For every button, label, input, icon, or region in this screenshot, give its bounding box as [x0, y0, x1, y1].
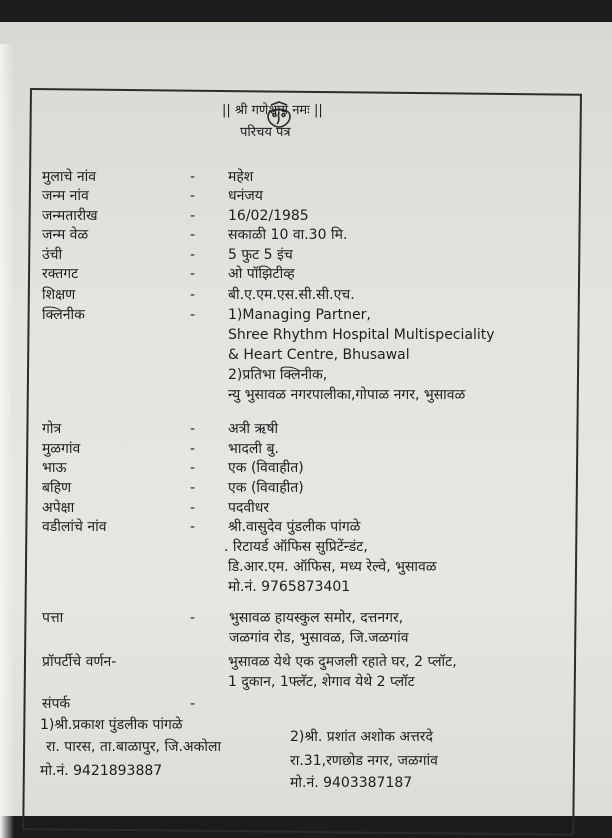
field-value: 2)प्रतिभा क्लिनीक,: [228, 367, 328, 383]
field-separator: -: [190, 421, 196, 437]
field-label: क्लिनीक: [42, 307, 85, 323]
field-separator: -: [190, 307, 196, 323]
field-label: जन्म वेळ: [42, 227, 89, 243]
field-value: 16/02/1985: [228, 208, 309, 224]
field-separator: -: [190, 500, 196, 516]
field-value: भादली बु.: [228, 441, 279, 457]
field-label: उंची: [42, 247, 63, 263]
field-separator: -: [190, 208, 196, 224]
field-separator: -: [190, 247, 196, 263]
contact-person-1: रा. पारस, ता.बाळापुर, जि.अकोला: [46, 739, 222, 755]
field-value: न्यु भुसावळ नगरपालीका,गोपाळ नगर, भुसावळ: [228, 387, 466, 403]
field-value: भुसावळ हायस्कुल समोर, दत्तनगर,: [229, 610, 404, 626]
page-invocation: || श्री गणेशाय नमः ||: [222, 103, 323, 118]
field-value: सकाळी 10 वा.30 मि.: [228, 227, 348, 243]
field-value: धनंजय: [228, 188, 263, 204]
field-separator: -: [190, 227, 196, 243]
contact-person-2: मो.नं. 9403387187: [290, 775, 413, 791]
field-value: एक (विवाहीत): [228, 480, 304, 496]
field-label: भाऊ: [42, 460, 67, 476]
field-value: भुसावळ येथे एक दुमजली रहाते घर, 2 प्लॉट,: [228, 654, 457, 670]
contact-person-2: 2)श्री. प्रशांत अशोक अत्तरदे: [290, 729, 433, 745]
field-separator: -: [190, 480, 196, 496]
field-label: मुलाचे नांव: [42, 169, 97, 185]
field-label: पत्ता: [42, 610, 64, 626]
field-value: 1 दुकान, 1फ्लॅट, शेगाव येथे 2 प्लॉट: [228, 674, 415, 690]
field-value: बी.ए.एम.एस.सी.सी.एच.: [228, 287, 355, 303]
field-separator: -: [190, 287, 196, 303]
field-label: शिक्षण: [42, 287, 76, 303]
field-separator: -: [190, 519, 196, 535]
document-page: [0, 22, 612, 816]
page-title: परिचय पत्र: [240, 125, 291, 140]
field-label: जन्मतारीख: [42, 208, 98, 224]
field-value: महेश: [228, 169, 254, 185]
field-label: बहिण: [42, 480, 72, 496]
field-label: मुळगांव: [42, 441, 81, 457]
contact-person-1: मो.नं. 9421893887: [40, 763, 163, 779]
contact-person-1: 1)श्री.प्रकाश पुंडलीक पांगळे: [40, 717, 183, 733]
field-separator: -: [190, 460, 196, 476]
field-value: पदवीधर: [228, 500, 270, 516]
field-label: अपेक्षा: [42, 500, 75, 516]
contact-label: संपर्क: [42, 696, 71, 712]
field-value: . रिटायर्ड ऑफिस सुप्रिटेंन्डंट,: [224, 539, 368, 555]
field-value: श्री.वासुदेव पुंडलीक पांगळे: [228, 519, 361, 535]
field-value: डि.आर.एम. ऑफिस, मध्य रेल्वे, भुसावळ: [228, 559, 437, 575]
field-value: अत्री ऋषी: [228, 421, 279, 437]
field-value: मो.नं. 9765873401: [228, 579, 351, 595]
field-separator: -: [190, 610, 196, 626]
field-separator: -: [190, 266, 196, 282]
field-value: एक (विवाहीत): [228, 460, 304, 476]
field-value: 5 फुट 5 इंच: [228, 247, 293, 263]
field-separator: -: [190, 169, 196, 185]
field-label: रक्तगट: [42, 266, 79, 282]
contact-person-2: रा.31,रणछोड नगर, जळगांव: [290, 753, 438, 769]
field-label: गोत्र: [42, 421, 62, 437]
field-value: 1)Managing Partner,: [228, 307, 371, 323]
field-value: जळगांव रोड, भुसावळ, जि.जळगांव: [229, 630, 409, 646]
field-label: वडीलांचे नांव: [42, 519, 107, 535]
contact-separator: -: [190, 696, 196, 712]
field-label: जन्म नांव: [42, 188, 89, 204]
field-separator: -: [190, 441, 196, 457]
field-value: Shree Rhythm Hospital Multispeciality: [228, 327, 495, 343]
field-label: प्रॉपर्टीचे वर्णन-: [42, 654, 117, 670]
field-value: & Heart Centre, Bhusawal: [228, 347, 410, 363]
field-separator: -: [190, 188, 196, 204]
field-value: ओ पॉझिटीव्ह: [228, 266, 295, 282]
scan-edge: [0, 44, 14, 838]
